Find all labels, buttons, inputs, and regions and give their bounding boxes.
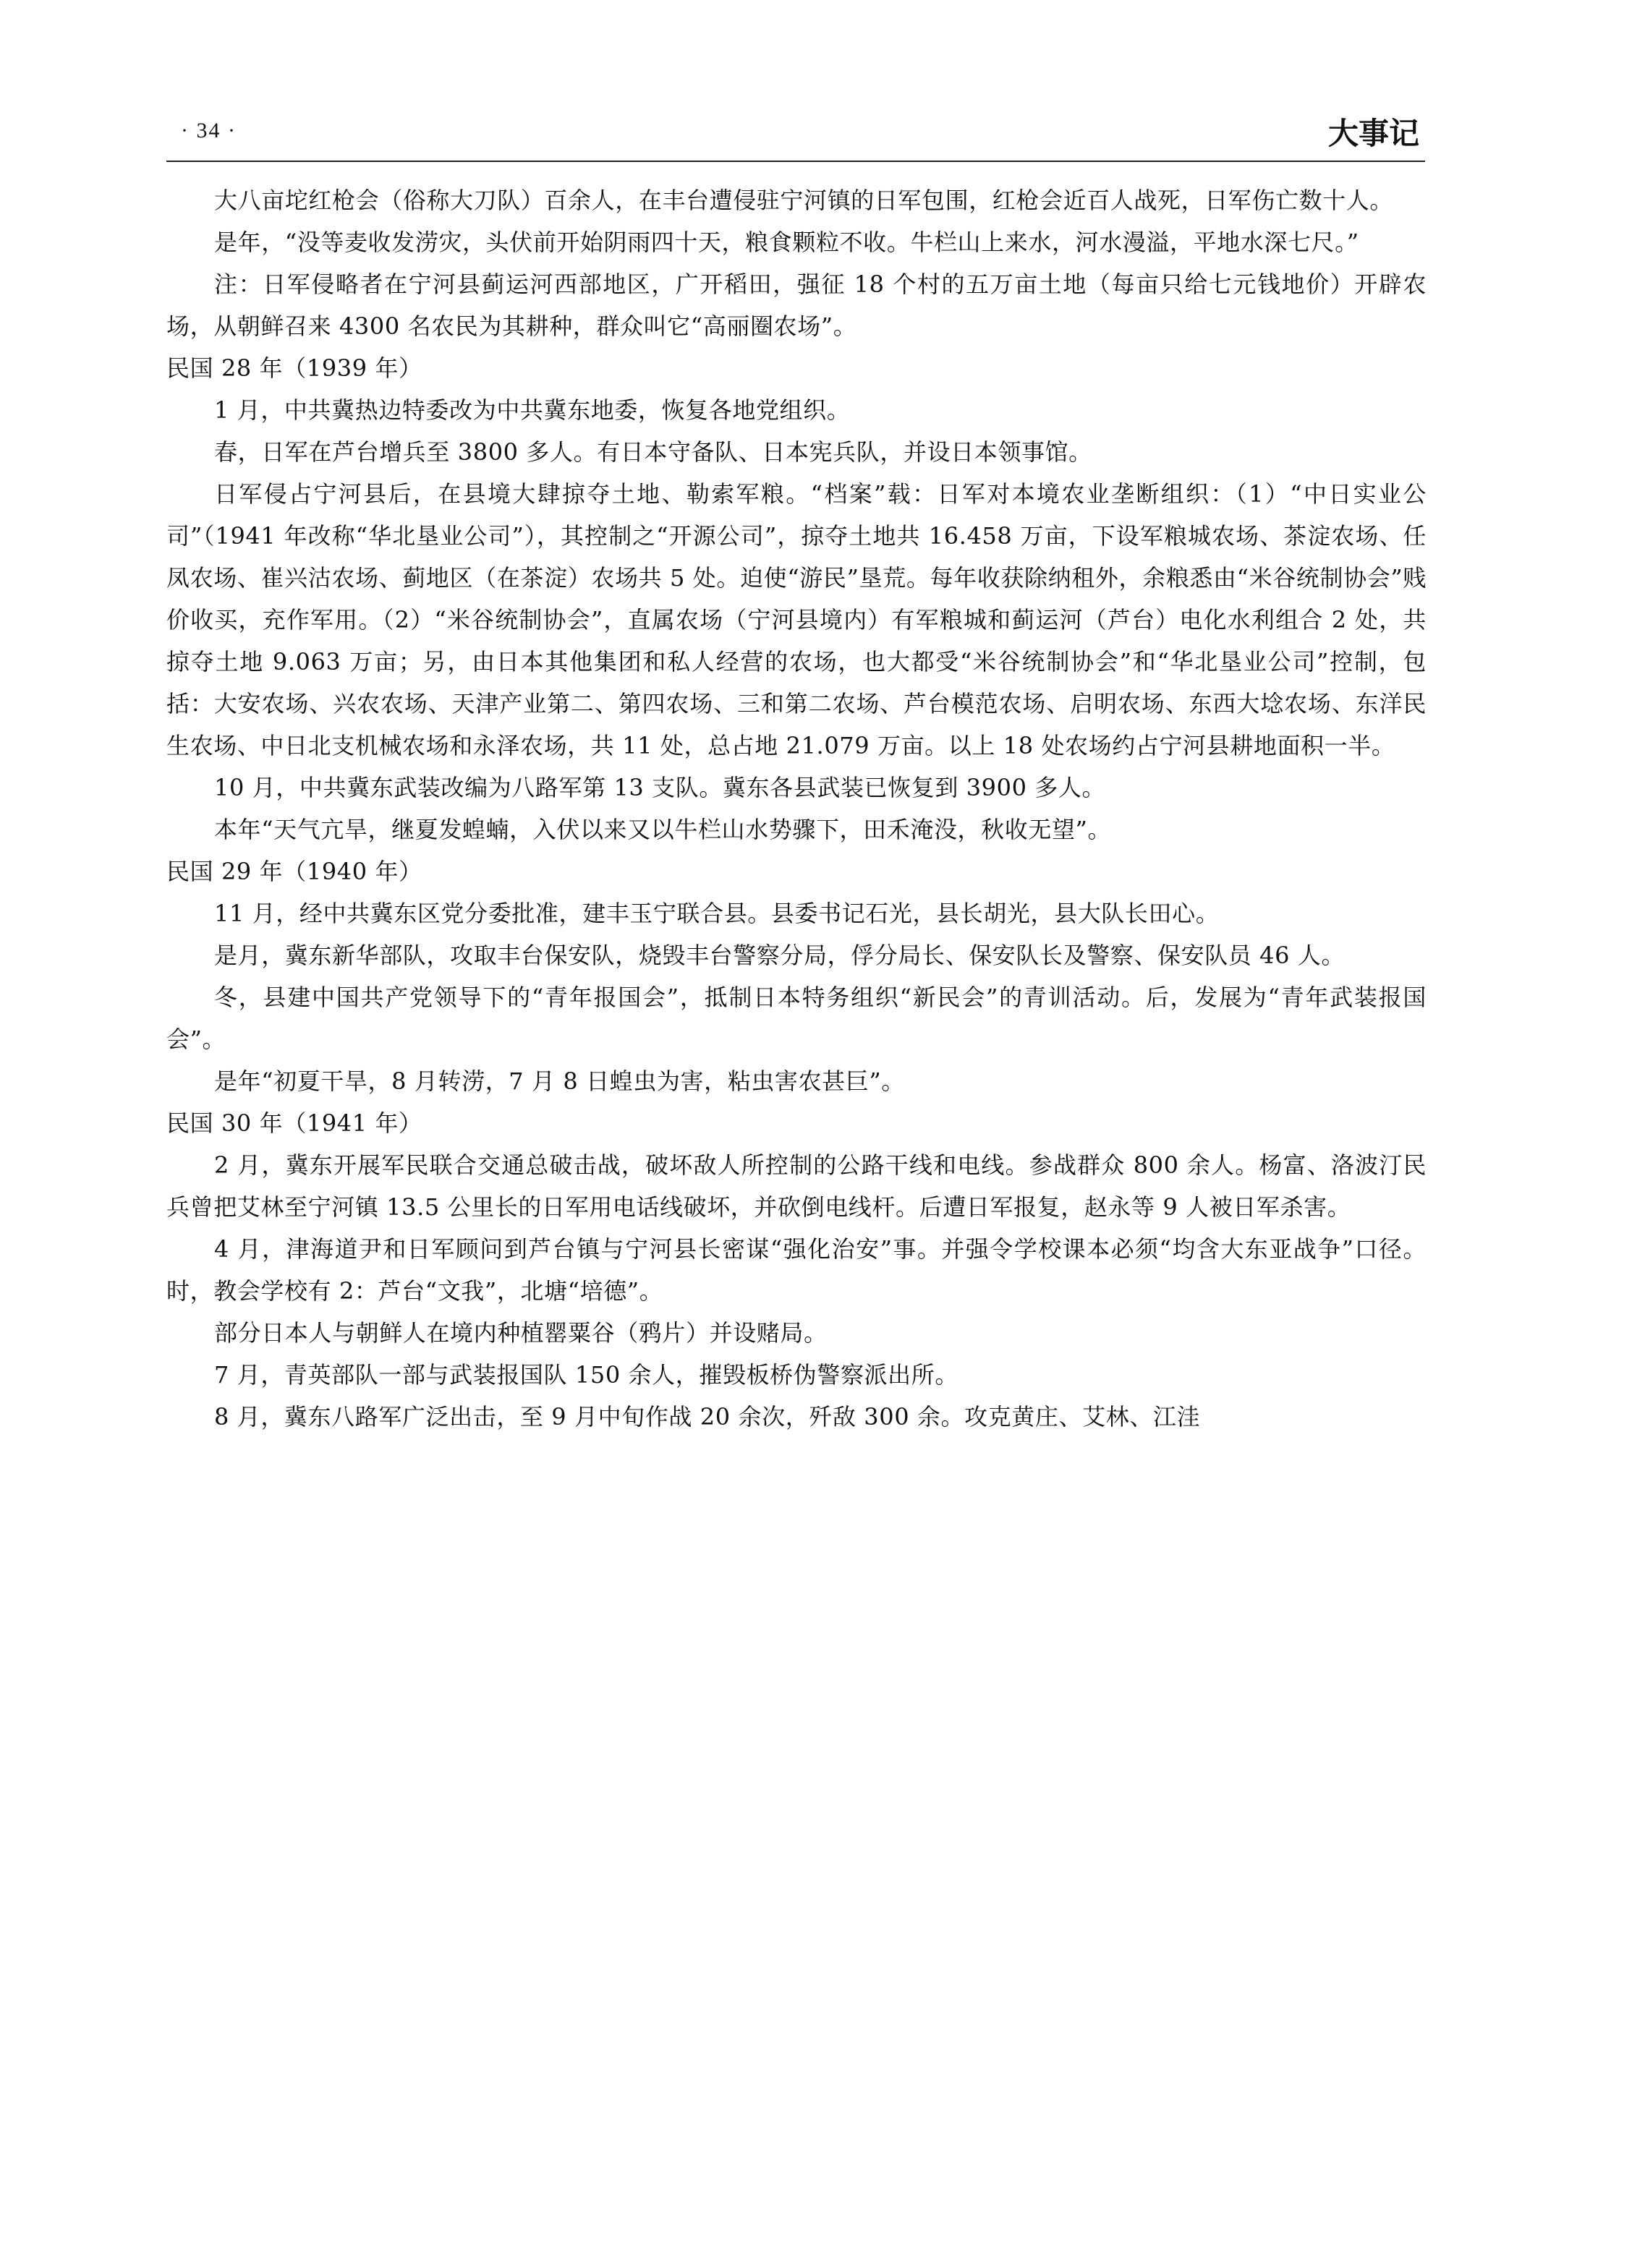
year-heading: 民国 28 年（1939 年） [166,354,422,382]
body-text [166,179,1427,1438]
paragraph: 是年，“没等麦收发涝灾，头伏前开始阴雨四十天，粮食颗粒不收。牛栏山上来水，河水漫溢，平地水深七尺。” [214,229,1359,256]
paragraph: 7 月，青英部队一部与武装报国队 150 余人，摧毁板桥伪警察派出所。 [214,1361,958,1389]
header-rule [166,161,1425,162]
paragraph: 注：日军侵略者在宁河县蓟运河西部地区，广开稻田，强征 18 个村的五万亩土地（每亩只给七元钱地价）开辟农场，从朝鲜召来 4300 名农民为其耕种，群众叫它“高丽圈农场”。 [166,270,1427,340]
paragraph: 冬，县建中国共产党领导下的“青年报国会”，抵制日本特务组织“新民会”的青训活动。后，发展为“青年武装报国会”。 [166,984,1427,1053]
page-number: · 34 · [181,119,237,142]
paragraph: 春，日军在芦台增兵至 3800 多人。有日本守备队、日本宪兵队，并设日本领事馆。 [214,438,1092,466]
paragraph: 部分日本人与朝鲜人在境内种植罂粟谷（鸦片）并设赌局。 [214,1319,828,1347]
paragraph: 日军侵占宁河县后，在县境大肆掠夺土地、勒索军粮。“档案”载：日军对本境农业垄断组织：（1）“中日实业公司”（1941 年改称“华北垦业公司”），其控制之“开源公司”，掠夺土地共 16.458 万亩，下设军粮城农场、茶淀农场、任凤农场、崔兴沽农场、蓟地区（在茶淀）农场共 5 处。迫使“游民”垦荒。每年收获除纳租外，余粮悉由“米谷统制协会”贱价收买，充作军用。（2）“米谷统制协会”，直属农场（宁河县境内）有军粮城和蓟运河（芦台）电化水利组合 2 处，共掠夺土地 9.063 万亩；另，由日本其他集团和私人经营的农场，也大都受“米谷统制协会”和“华北垦业公司”控制，包括：大安农场、兴农农场、天津产业第二、第四农场、三和第二农场、芦台模范农场、启明农场、东西大埝农场、东洋民生农场、中日北支机械农场和永泽农场，共 11 处，总占地 21.079 万亩。以上 18 处农场约占宁河县耕地面积一半。 [166,480,1427,759]
page-header [166,108,1425,159]
year-heading: 民国 29 年（1940 年） [166,858,422,885]
paragraph: 8 月，冀东八路军广泛出击，至 9 月中旬作战 20 余次，歼敌 300 余。攻克黄庄、艾林、江洼 [214,1403,1201,1431]
year-heading: 民国 30 年（1941 年） [166,1109,422,1137]
paragraph: 2 月，冀东开展军民联合交通总破击战，破坏敌人所控制的公路干线和电线。参战群众 800 余人。杨富、洛波汀民兵曾把艾林至宁河镇 13.5 公里长的日军用电话线破坏，并砍倒电线杆。后遭日军报复，赵永等 9 人被日军杀害。 [166,1151,1427,1221]
paragraph: 是月，冀东新华部队，攻取丰台保安队，烧毁丰台警察分局，俘分局长、保安队长及警察、保安队员 46 人。 [214,942,1346,969]
paragraph: 本年“天气亢旱，继夏发蝗蝻，入伏以来又以牛栏山水势骤下，田禾淹没，秋收无望”。 [214,816,1112,843]
paragraph: 4 月，津海道尹和日军顾问到芦台镇与宁河县长密谋“强化治安”事。并强令学校课本必须“均含大东亚战争”口径。时，教会学校有 2：芦台“文我”，北塘“培德”。 [166,1235,1427,1305]
section-title: 大事记 [1327,116,1419,151]
paragraph: 1 月，中共冀热边特委改为中共冀东地委，恢复各地党组织。 [214,396,851,424]
paragraph: 大八亩坨红枪会（俗称大刀队）百余人，在丰台遭侵驻宁河镇的日军包围，红枪会近百人战死，日军伤亡数十人。 [214,187,1394,214]
paragraph: 10 月，中共冀东武装改编为八路军第 13 支队。冀东各县武装已恢复到 3900 多人。 [214,774,1106,801]
paragraph: 11 月，经中共冀东区党分委批准，建丰玉宁联合县。县委书记石光，县长胡光，县大队长田心。 [214,900,1220,927]
paragraph: 是年“初夏干旱，8 月转涝，7 月 8 日蝗虫为害，粘虫害农甚巨”。 [214,1067,905,1095]
